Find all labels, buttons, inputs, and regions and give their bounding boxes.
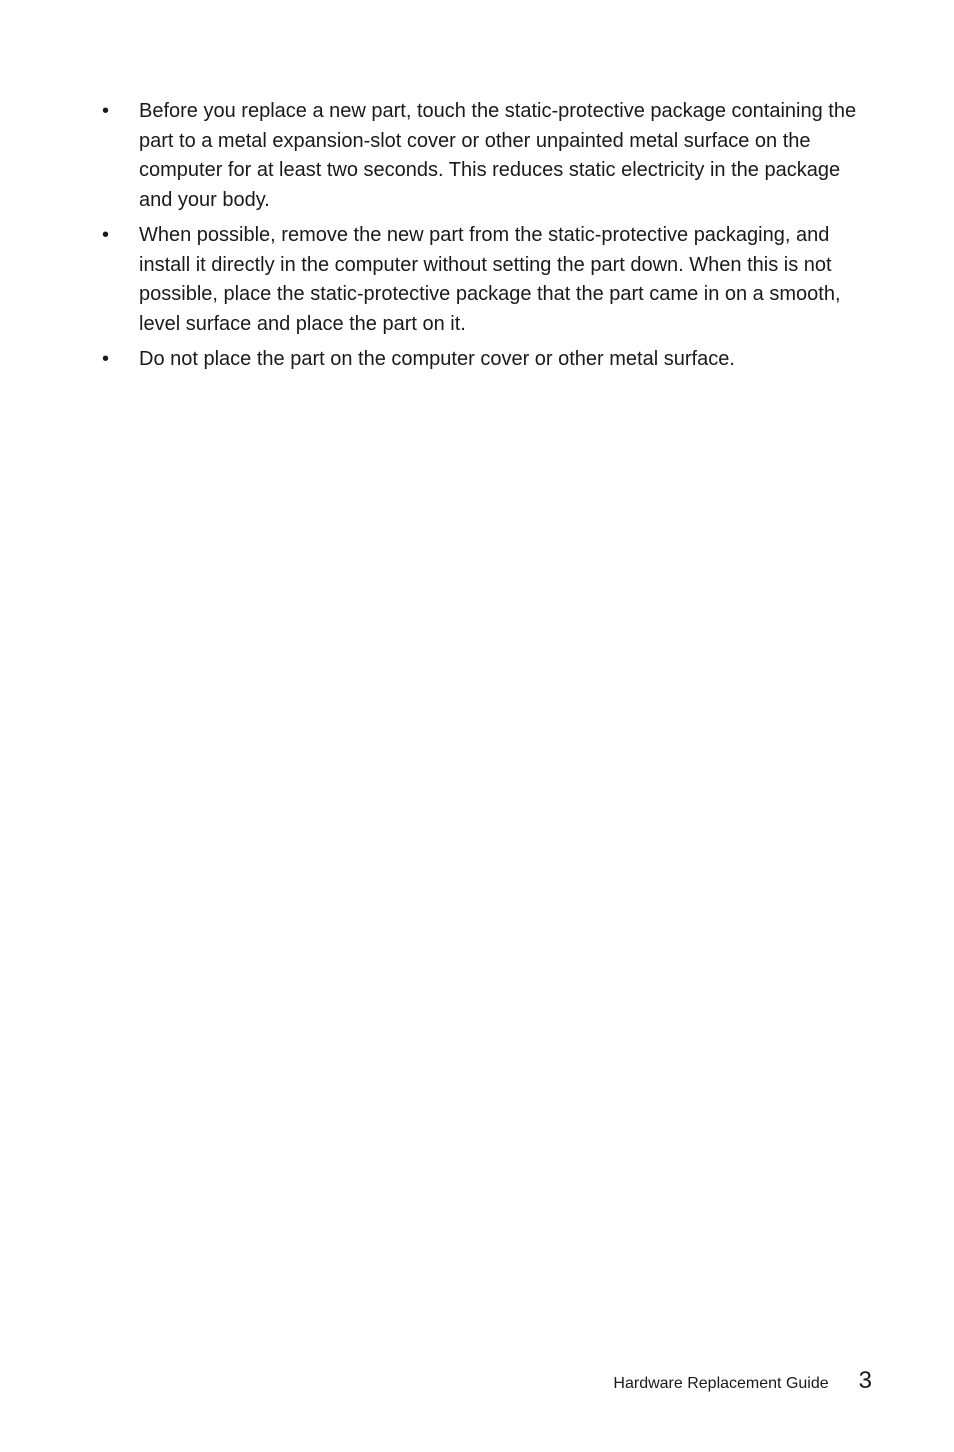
list-item xyxy=(100,345,870,375)
list-item xyxy=(100,221,870,339)
list-item xyxy=(100,97,870,215)
precautions-list xyxy=(100,97,870,381)
footer-title: Hardware Replacement Guide xyxy=(613,1375,829,1392)
list-item-text: Before you replace a new part, touch the static-protective package containing the part to a metal expansion-slot cover or other unpainted metal surface on the computer for at least two seconds. This reduces static electricity in the package and your body. xyxy=(139,100,857,211)
bullet-icon: • xyxy=(102,224,110,246)
page-number: 3 xyxy=(858,1367,872,1394)
list-item-text: When possible, remove the new part from the static-protective packaging, and install it directly in the computer without setting the part down. When this is not possible, place the static-protective package that the part came in on a smooth, level surface and place the part on it. xyxy=(139,224,841,335)
bullet-icon: • xyxy=(102,348,110,370)
bullet-icon: • xyxy=(102,100,110,122)
page-footer xyxy=(613,1366,872,1396)
list-item-text: Do not place the part on the computer cover or other metal surface. xyxy=(139,348,735,370)
